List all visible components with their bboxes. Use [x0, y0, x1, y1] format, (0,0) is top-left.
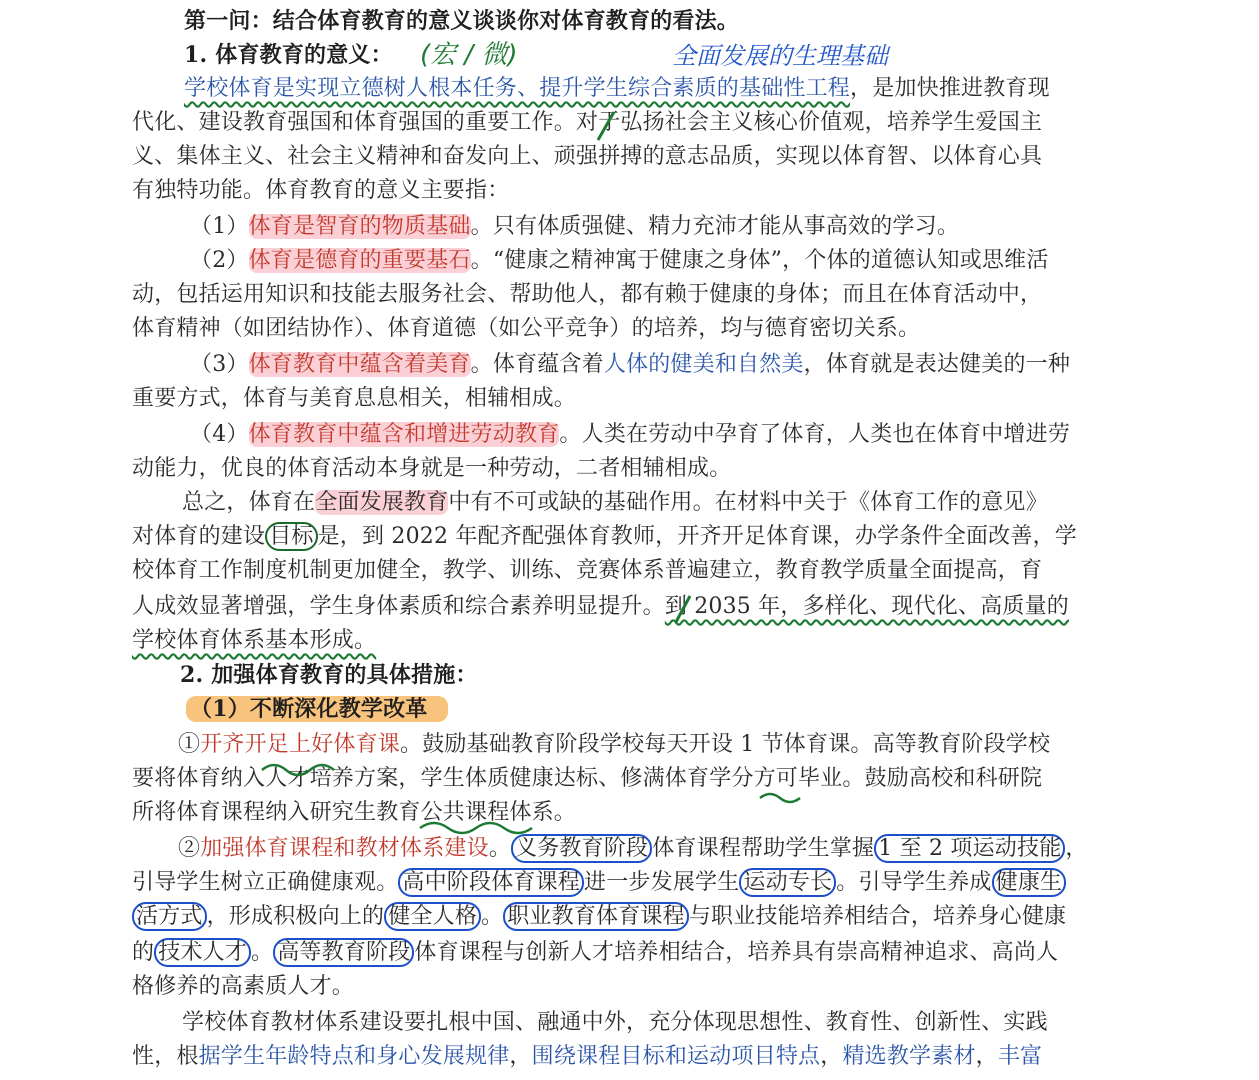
text-segment: ， — [820, 1044, 843, 1069]
key-phrase: 全面发展教育 — [315, 490, 449, 515]
paragraph-line — [132, 384, 1132, 414]
highlighted-phrase: 学校体育是实现立德树人根本任务、提升学生综合素质的基础性工程 — [184, 76, 851, 101]
blue-phrase: 人体的健美和自然美 — [603, 352, 804, 377]
list-number: （2） — [190, 248, 249, 273]
text-segment: ，是加快推进教育现 — [850, 76, 1050, 101]
text-segment: ，体育就是表达健美的一种 — [803, 352, 1071, 377]
text-segment: 体育课程与创新人才培养相结合，培养具有崇高精神追求、高尚人 — [414, 940, 1059, 965]
paragraph-line — [132, 454, 1132, 484]
text-segment: 格修养的高素质人才。 — [132, 974, 355, 999]
text-segment: 。 — [488, 836, 512, 861]
text-segment: 进一步发展学生 — [584, 870, 740, 895]
key-phrase: 开齐开足上好体育课 — [200, 732, 401, 757]
paragraph-line — [132, 314, 1132, 344]
paragraph-line — [182, 488, 1182, 518]
text-segment: 。 — [251, 940, 274, 965]
question-title — [184, 6, 1184, 36]
key-phrase: 加强体育课程和教材体系建设 — [200, 836, 489, 861]
subsection-heading — [186, 694, 1186, 724]
text-segment: 人成效显著增强，学生身体素质和综合素养明显提升。 — [132, 594, 665, 619]
circled-phrase: 目标 — [265, 522, 317, 551]
text-segment: 对体育的建设 — [132, 524, 266, 549]
text-segment: 是，到 2022 年配齐配强体育教师，开齐开足体育课，办学条件全面改善，学 — [317, 524, 1077, 549]
text-segment: 性，根 — [132, 1044, 199, 1069]
list-number: （4） — [190, 422, 249, 447]
text-segment: 义、集体主义、社会主义精神和奋发向上、顽强拼搏的意志品质，实现以体育智、以体育心具 — [132, 144, 1043, 169]
circled-phrase: 职业教育体育课程 — [503, 902, 689, 931]
text-segment: 体育课程帮助学生掌握 — [652, 836, 875, 861]
text-segment: 要将体育纳入人才培养方案，学生体质健康达标、修满体育学分方可毕业。鼓励高校和科研院 — [132, 766, 1043, 791]
paragraph-line — [132, 108, 1132, 138]
handwritten-note-physiology: 全面发展的生理基础 — [672, 42, 888, 70]
blue-phrase: 围绕课程目标和运动项目特点 — [531, 1044, 821, 1069]
section-heading-2 — [180, 660, 1180, 690]
list-item — [190, 246, 1190, 276]
text-segment: 学校体育教材体系建设要扎根中国、融通中外，充分体现思想性、教育性、创新性、实践 — [182, 1010, 1048, 1035]
text-segment: 体育精神（如团结协作）、体育道德（如公平竞争）的培养，均与德育密切关系。 — [132, 316, 921, 341]
text-segment: 的 — [132, 940, 155, 965]
list-number: ② — [178, 836, 201, 861]
text-segment: ， — [1065, 836, 1088, 861]
text-segment: 。鼓励基础教育阶段学校每天开设 1 节体育课。高等教育阶段学校 — [400, 732, 1051, 757]
text-segment: ， — [975, 1044, 998, 1069]
text-segment: 。体育蕴含着 — [470, 352, 604, 377]
handwritten-note-macro-micro: (宏 / 微) — [420, 40, 518, 70]
list-item — [190, 212, 1190, 242]
key-phrase: 体育教育中蕴含和增进劳动教育 — [248, 422, 560, 447]
underlined-phrase: 学校体育体系基本形成。 — [132, 628, 377, 653]
question-title-text: 第一问：结合体育教育的意义谈谈你对体育教育的看法。 — [184, 8, 740, 34]
circled-phrase: 义务教育阶段 — [511, 834, 652, 863]
blue-phrase: 据学生年龄特点和身心发展规律 — [198, 1044, 510, 1069]
paragraph-line — [132, 764, 1132, 794]
paragraph-line — [132, 1042, 1132, 1072]
section-heading-2-text: 2. 加强体育教育的具体措施： — [180, 662, 478, 688]
text-segment: 。引导学生养成 — [836, 870, 992, 895]
circled-phrase: 运动专长 — [739, 868, 836, 897]
subsection-heading-text: （1）不断深化教学改革 — [186, 696, 448, 722]
text-segment: ， — [509, 1044, 532, 1069]
circled-phrase: 活方式 — [132, 902, 207, 931]
text-segment: 动能力，优良的体育活动本身就是一种劳动，二者相辅相成。 — [132, 456, 732, 481]
text-segment: 总之，体育在 — [182, 490, 316, 515]
circled-phrase: 1 至 2 项运动技能 — [874, 834, 1065, 863]
key-phrase: 体育教育中蕴含着美育 — [248, 352, 471, 377]
text-segment: 引导学生树立正确健康观。 — [132, 870, 399, 895]
paragraph-line — [132, 556, 1132, 586]
paragraph-line — [132, 868, 1132, 898]
paragraph-line — [132, 626, 1132, 656]
paragraph-line — [132, 142, 1132, 172]
blue-phrase: 精选教学素材 — [842, 1044, 976, 1069]
underlined-phrase: 到 2035 年，多样化、现代化、高质量的 — [664, 594, 1069, 619]
circled-phrase: 高等教育阶段 — [273, 938, 414, 967]
text-segment: 代化、建设教育强国和体育强国的重要工作。对于弘扬社会主义核心价值观，培养学生爱国主 — [132, 110, 1043, 135]
text-segment: 与职业技能培养相结合，培养身心健康 — [688, 904, 1067, 929]
paragraph-line — [132, 798, 1132, 828]
paragraph-line — [132, 938, 1132, 968]
paragraph-line — [132, 522, 1132, 552]
paragraph-line — [132, 592, 1132, 622]
paragraph-line — [132, 902, 1132, 932]
circled-phrase: 健康生 — [992, 868, 1067, 897]
text-segment: 校体育工作制度机制更加健全，教学、训练、竞赛体系普遍建立，教育教学质量全面提高，育 — [132, 558, 1043, 583]
section-heading-1 — [184, 40, 1184, 70]
list-number: （3） — [190, 352, 249, 377]
circled-phrase: 高中阶段体育课程 — [398, 868, 584, 897]
paragraph-line — [132, 972, 1132, 1002]
key-phrase: 体育是德育的重要基石 — [248, 248, 471, 273]
text-segment: ，形成积极向上的 — [206, 904, 385, 929]
list-item — [190, 420, 1190, 450]
paragraph-line — [132, 280, 1132, 310]
circled-phrase: 技术人才 — [154, 938, 251, 967]
text-segment: 。“健康之精神寓于健康之身体”，个体的道德认知或思维活 — [470, 248, 1049, 273]
list-item — [190, 350, 1190, 380]
paragraph-line — [132, 176, 1132, 206]
list-number: （1） — [190, 214, 249, 239]
section-heading-1-text: 1. 体育教育的意义： — [184, 42, 393, 68]
blue-phrase: 丰富 — [997, 1044, 1043, 1069]
paragraph-line — [184, 74, 1184, 104]
text-segment: 动，包括运用知识和技能去服务社会、帮助他人，都有赖于健康的身体；而且在体育活动中， — [132, 282, 1043, 307]
text-segment: 。人类在劳动中孕育了体育，人类也在体育中增进劳 — [559, 422, 1071, 447]
circled-phrase: 健全人格 — [384, 902, 481, 931]
text-segment: 。只有体质强健、精力充沛才能从事高效的学习。 — [470, 214, 960, 239]
text-segment: 。 — [481, 904, 504, 929]
list-item — [178, 834, 1178, 864]
list-number: ① — [178, 732, 201, 757]
text-segment: 重要方式，体育与美育息息相关，相辅相成。 — [132, 386, 577, 411]
paragraph-line — [182, 1008, 1182, 1038]
text-segment: 所将体育课程纳入研究生教育公共课程体系。 — [132, 800, 577, 825]
key-phrase: 体育是智育的物质基础 — [248, 214, 471, 239]
text-segment: 中有不可或缺的基础作用。在材料中关于《体育工作的意见》 — [448, 490, 1048, 515]
list-item — [178, 730, 1178, 760]
text-segment: 有独特功能。体育教育的意义主要指： — [132, 178, 510, 203]
